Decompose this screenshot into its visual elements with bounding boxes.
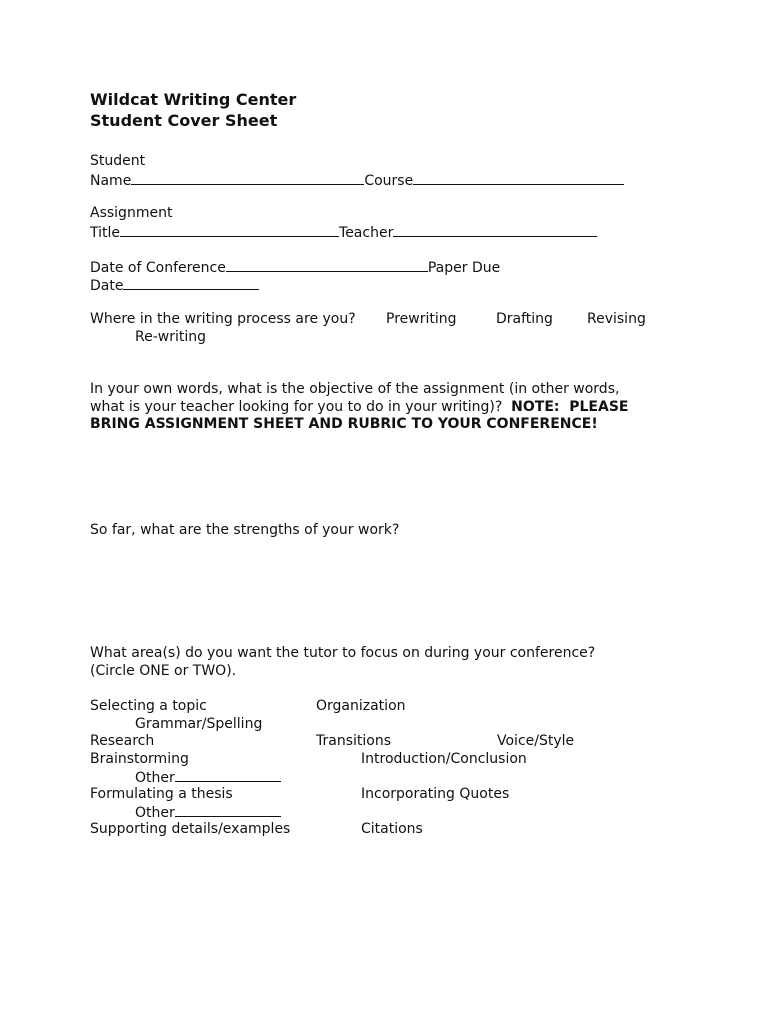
area-research: Research (90, 733, 155, 749)
date-conference-blank[interactable] (226, 257, 428, 272)
area-other-1 (135, 767, 281, 787)
strengths-question: So far, what are the strengths of your work? (90, 522, 400, 538)
process-question: Where in the writing process are you? (90, 311, 356, 327)
paper-due-label: Paper Due (427, 260, 501, 276)
process-option-prewriting: Prewriting (386, 311, 457, 327)
assignment-title-row (90, 222, 597, 242)
area-citations: Citations (361, 821, 423, 837)
other-label-1: Other (135, 770, 175, 786)
teacher-label: Teacher (339, 225, 394, 241)
page-title: Wildcat Writing Center (90, 90, 297, 109)
name-blank[interactable] (131, 170, 364, 185)
area-selecting-topic: Selecting a topic (90, 698, 207, 714)
area-thesis: Formulating a thesis (90, 786, 233, 802)
other-blank-2[interactable] (175, 802, 281, 817)
course-label: Course (364, 173, 414, 189)
student-name-row (90, 170, 624, 190)
area-brainstorming: Brainstorming (90, 751, 189, 767)
objective-note-line-2: BRING ASSIGNMENT SHEET AND RUBRIC TO YOUR CONFERENCE! (90, 416, 598, 432)
process-option-drafting: Drafting (496, 311, 553, 327)
objective-line-1: In your own words, what is the objective of the assignment (in other words, (90, 381, 620, 397)
area-voice-style: Voice/Style (497, 733, 575, 749)
date-label: Date (90, 278, 124, 294)
other-blank-1[interactable] (175, 767, 281, 782)
title-label: Title (90, 225, 121, 241)
conference-date-row (90, 257, 500, 277)
objective-note: NOTE: PLEASE (511, 399, 629, 415)
focus-instruction: (Circle ONE or TWO). (90, 663, 237, 679)
due-date-blank[interactable] (123, 275, 259, 290)
area-grammar: Grammar/Spelling (135, 716, 263, 732)
area-supporting: Supporting details/examples (90, 821, 291, 837)
area-other-2 (135, 802, 281, 822)
area-quotes: Incorporating Quotes (361, 786, 510, 802)
other-label-2: Other (135, 805, 175, 821)
teacher-blank[interactable] (393, 222, 597, 237)
name-label: Name (90, 173, 132, 189)
process-option-rewriting: Re-writing (135, 329, 206, 345)
objective-line-2 (90, 398, 628, 416)
due-date-row (90, 275, 259, 295)
student-label: Student (90, 153, 146, 169)
focus-question: What area(s) do you want the tutor to focus on during your conference? (90, 645, 596, 661)
objective-text: what is your teacher looking for you to do in your writing)? (90, 399, 503, 415)
area-organization: Organization (316, 698, 406, 714)
area-transitions: Transitions (316, 733, 391, 749)
course-blank[interactable] (413, 170, 624, 185)
page-subtitle: Student Cover Sheet (90, 111, 278, 130)
title-blank[interactable] (120, 222, 339, 237)
area-intro-conclusion: Introduction/Conclusion (361, 751, 527, 767)
date-conference-label: Date of Conference (90, 260, 226, 276)
assignment-label: Assignment (90, 205, 173, 221)
process-option-revising: Revising (587, 311, 646, 327)
